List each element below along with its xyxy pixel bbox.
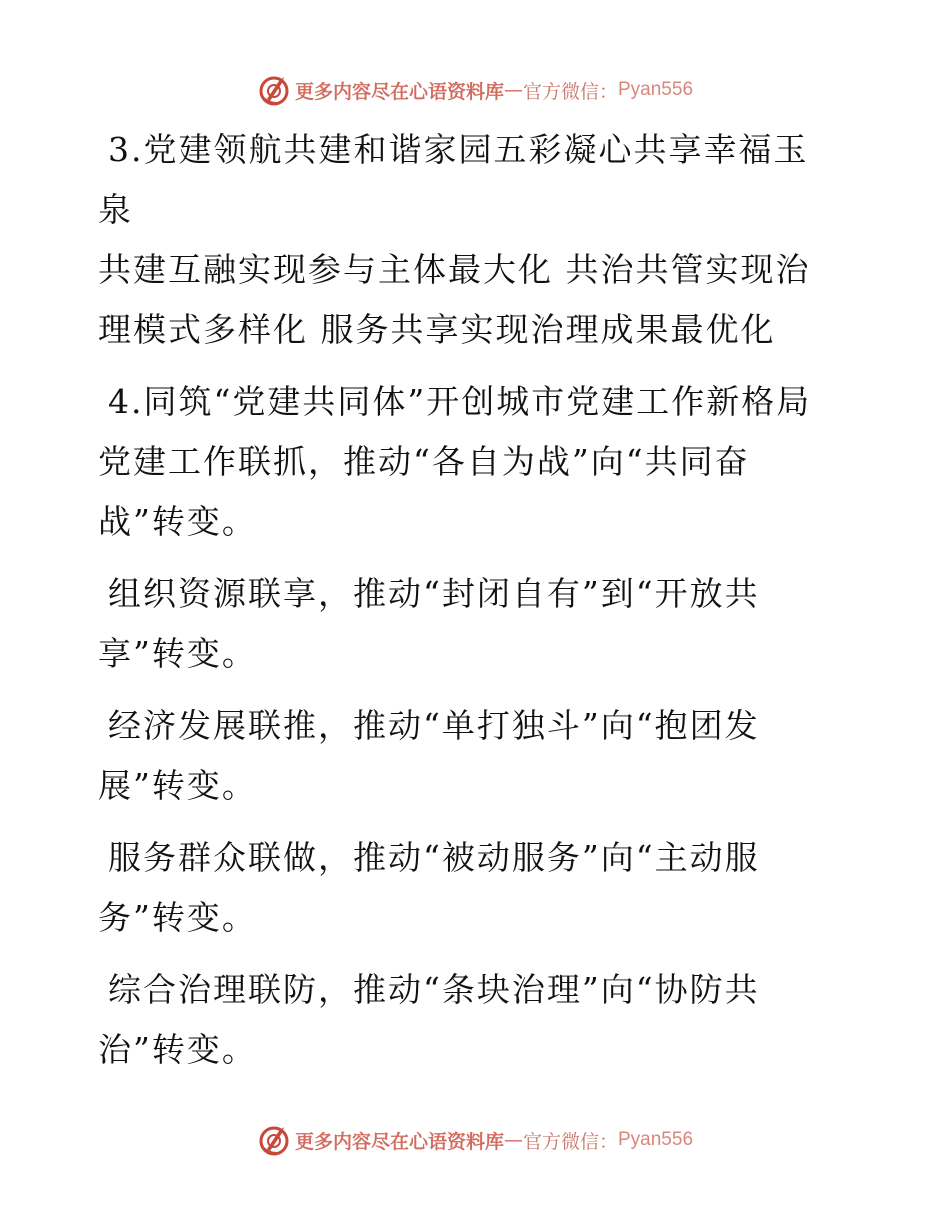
- paragraph-party-building: 党建工作联抓，推动“各自为战”向“共同奋战”转变。: [98, 442, 750, 541]
- paragraph-economic-development: 经济发展联推，推动“单打独斗”向“抱团发展”转变。: [98, 706, 760, 805]
- brand-logo-icon: [257, 1123, 291, 1157]
- watermark-title: 更多内容尽在心语资料库: [294, 1130, 504, 1153]
- header-watermark: [0, 72, 950, 108]
- watermark-separator: —: [503, 1129, 523, 1151]
- watermark-wechat-label: 官方微信：: [522, 80, 618, 103]
- watermark-wechat-id: Pyan556: [618, 1129, 694, 1150]
- watermark-wechat-label: 官方微信：: [522, 1130, 618, 1153]
- footer-watermark: [0, 1122, 950, 1158]
- section-3-body: 共建互融实现参与主体最大化 共治共管实现治理模式多样化 服务共享实现治理成果最优化: [98, 250, 811, 349]
- brand-logo-icon: [257, 73, 291, 107]
- section-heading-4: 4.同筑“党建共同体”开创城市党建工作新格局: [108, 382, 812, 421]
- watermark-title: 更多内容尽在心语资料库: [294, 80, 504, 103]
- document-body: [98, 120, 838, 1092]
- watermark-separator: —: [503, 79, 523, 101]
- section-heading-3: 3.党建领航共建和谐家园五彩凝心共享幸福玉泉: [98, 130, 809, 229]
- paragraph-resource-sharing: 组织资源联享，推动“封闭自有”到“开放共享”转变。: [98, 574, 760, 673]
- paragraph-comprehensive-governance: 综合治理联防，推动“条块治理”向“协防共治”转变。: [98, 970, 760, 1069]
- watermark-wechat-id: Pyan556: [618, 79, 694, 100]
- paragraph-public-service: 服务群众联做，推动“被动服务”向“主动服务”转变。: [98, 838, 760, 937]
